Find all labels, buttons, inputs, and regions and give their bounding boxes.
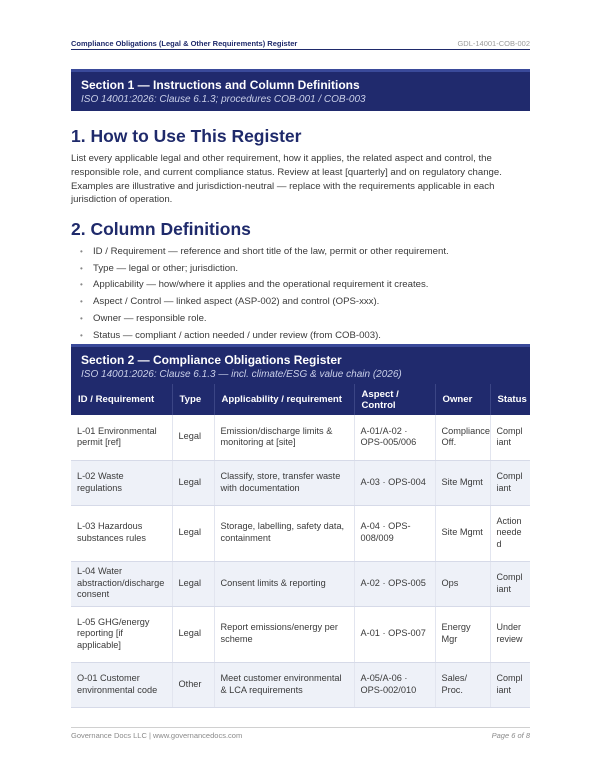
cell-type: Legal: [172, 561, 214, 606]
column-header-aspect-control: Aspect / Control: [354, 384, 435, 415]
cell-id: L-03 Hazardous substances rules: [71, 505, 172, 561]
cell-applicability: Emission/discharge limits & monitoring at [site]: [214, 415, 354, 460]
obligations-table: [71, 384, 530, 708]
section-2-title: Section 2 — Compliance Obligations Register: [81, 353, 342, 367]
table-row: [71, 606, 530, 662]
column-header-owner: Owner: [435, 384, 490, 415]
bullet-text: Applicability — how/where it applies and the operational requirement it creates.: [93, 279, 429, 291]
list-item: [78, 311, 530, 328]
cell-applicability: Storage, labelling, safety data, containment: [214, 505, 354, 561]
cell-applicability: Classify, store, transfer waste with documentation: [214, 460, 354, 505]
cell-status: Compliant: [490, 561, 530, 606]
table-row: [71, 662, 530, 707]
section-1-subtitle: ISO 14001:2026: Clause 6.1.3; procedures COB-001 / COB-003: [81, 94, 366, 105]
obligations-table-wrapper: [71, 384, 530, 708]
list-item: [78, 328, 530, 345]
column-header-type: Type: [172, 384, 214, 415]
running-footer: [71, 731, 530, 740]
list-item: [78, 261, 530, 278]
bullet-text: Owner — responsible role.: [93, 312, 207, 324]
list-item: [78, 277, 530, 294]
cell-status: Compliant: [490, 662, 530, 707]
cell-applicability: Meet customer environmental & LCA requirements: [214, 662, 354, 707]
cell-status: Compliant: [490, 460, 530, 505]
bullet-icon: •: [80, 330, 83, 340]
cell-owner: Energy Mgr: [435, 606, 490, 662]
cell-owner: Compliance Off.: [435, 415, 490, 460]
cell-type: Legal: [172, 505, 214, 561]
cell-id: L-02 Waste regulations: [71, 460, 172, 505]
cell-type: Legal: [172, 415, 214, 460]
cell-aspect-control: A-03 · OPS-004: [354, 460, 435, 505]
table-header-row: [71, 384, 530, 415]
footer-company: Governance Docs LLC | www.governancedocs.com: [71, 731, 243, 740]
cell-status: Action needed: [490, 505, 530, 561]
cell-owner: Sales/ Proc.: [435, 662, 490, 707]
footer-divider: [71, 727, 530, 728]
column-header-status: Status: [490, 384, 530, 415]
how-to-paragraph: List every applicable legal and other requirement, how it applies, the related aspect and control, the responsible role, and current compliance status. Review at least [quarterly] and on regulatory change. Examples are illustrative and jurisdiction-neutral — replace with the requirements applicable in each jurisdiction of operation.: [71, 153, 502, 206]
cell-status: Compliant: [490, 415, 530, 460]
section-1-title: Section 1 — Instructions and Column Definitions: [81, 78, 360, 92]
bullet-icon: •: [80, 280, 83, 290]
cell-id: O-01 Customer environmental code: [71, 662, 172, 707]
document-id: GDL-14001-COB-002: [457, 39, 530, 48]
cell-type: Legal: [172, 460, 214, 505]
cell-applicability: Report emissions/energy per scheme: [214, 606, 354, 662]
bullet-text: Status — compliant / action needed / under review (from COB-003).: [93, 329, 381, 341]
cell-id: L-05 GHG/energy reporting [if applicable]: [71, 606, 172, 662]
cell-owner: Site Mgmt: [435, 505, 490, 561]
column-header-id: ID / Requirement: [71, 384, 172, 415]
cell-id: L-04 Water abstraction/discharge consent: [71, 561, 172, 606]
bullet-icon: •: [80, 313, 83, 323]
cell-aspect-control: A-02 · OPS-005: [354, 561, 435, 606]
header-divider: [71, 49, 530, 50]
cell-owner: Site Mgmt: [435, 460, 490, 505]
cell-type: Legal: [172, 606, 214, 662]
page-number: Page 6 of 8: [491, 731, 530, 740]
running-header: [71, 34, 530, 48]
cell-applicability: Consent limits & reporting: [214, 561, 354, 606]
bullet-icon: •: [80, 297, 83, 307]
cell-id: L-01 Environmental permit [ref]: [71, 415, 172, 460]
document-title: Compliance Obligations (Legal & Other Requirements) Register: [71, 39, 298, 48]
cell-aspect-control: A-01/A-02 · OPS-005/006: [354, 415, 435, 460]
table-row: [71, 460, 530, 505]
list-item: [78, 244, 530, 261]
cell-type: Other: [172, 662, 214, 707]
cell-owner: Ops: [435, 561, 490, 606]
bullet-text: Type — legal or other; jurisdiction.: [93, 262, 239, 274]
bullet-icon: •: [80, 263, 83, 273]
section-2-banner: [71, 344, 530, 386]
bullet-text: Aspect / Control — linked aspect (ASP-002) and control (OPS-xxx).: [93, 296, 380, 308]
column-definitions-list: [78, 244, 530, 344]
bullet-icon: •: [80, 247, 83, 256]
cell-status: Under review: [490, 606, 530, 662]
bullet-text: ID / Requirement — reference and short title of the law, permit or other requirement.: [93, 246, 449, 257]
section-2-subtitle: ISO 14001:2026: Clause 6.1.3 — incl. climate/ESG & value chain (2026): [81, 369, 402, 380]
column-header-applicability: Applicability / requirement: [214, 384, 354, 415]
section-1-banner: [71, 69, 530, 111]
list-item: [78, 294, 530, 311]
table-row: [71, 505, 530, 561]
table-row: [71, 561, 530, 606]
column-definitions-heading: 2. Column Definitions: [71, 219, 251, 239]
table-row: [71, 415, 530, 460]
cell-aspect-control: A-04 · OPS-008/009: [354, 505, 435, 561]
cell-aspect-control: A-05/A-06 · OPS-002/010: [354, 662, 435, 707]
cell-aspect-control: A-01 · OPS-007: [354, 606, 435, 662]
how-to-heading: 1. How to Use This Register: [71, 126, 302, 146]
